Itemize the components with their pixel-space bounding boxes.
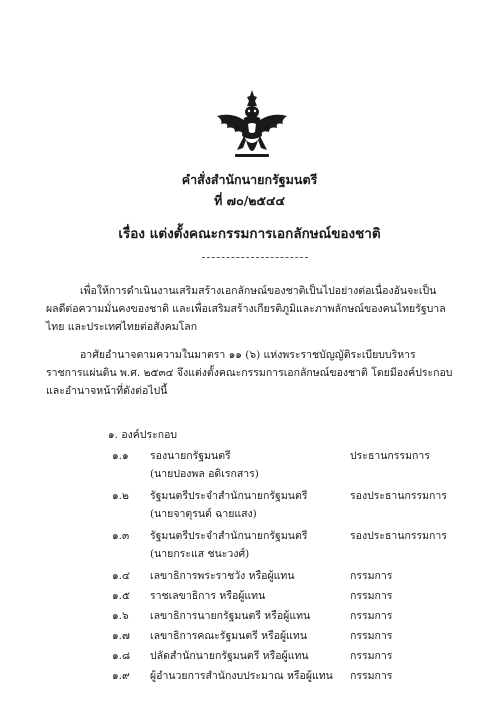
member-number: ๑.๘ xyxy=(112,650,131,662)
member-role: กรรมการ xyxy=(350,590,393,602)
member-role: รองประธานกรรมการ xyxy=(350,490,447,502)
member-name: (นายปองพล อดิเรกสาร) xyxy=(150,468,259,480)
member-number: ๑.๓ xyxy=(112,530,130,542)
paragraph1-line: ผลดีต่อความมั่นคงของชาติ และเพื่อเสริมสร้างเกียรติภูมิและภาพลักษณ์ของคนไทยรัฐบาล xyxy=(46,303,446,315)
member-role: กรรมการ xyxy=(350,650,393,662)
paragraph2-line: ราชการแผ่นดิน พ.ศ. ๒๕๓๔ จึงแต่งตั้งคณะกรรมการเอกลักษณ์ของชาติ โดยมีองค์ประกอบ xyxy=(46,367,453,379)
member-role: กรรมการ xyxy=(350,670,393,682)
order-number: ที่ ๗๐/๒๕๔๔ xyxy=(214,193,285,208)
member-title: รัฐมนตรีประจำสำนักนายกรัฐมนตรี xyxy=(150,530,308,542)
member-number: ๑.๑ xyxy=(112,450,129,462)
member-title: ผู้อำนวยการสำนักงบประมาณ หรือผู้แทน xyxy=(150,670,333,682)
member-number: ๑.๒ xyxy=(112,490,129,502)
member-title: เลขาธิการพระราชวัง หรือผู้แทน xyxy=(150,570,295,582)
garuda-emblem-icon xyxy=(213,88,291,164)
paragraph2-line: และอำนาจหน้าที่ดังต่อไปนี้ xyxy=(46,385,168,397)
member-role: กรรมการ xyxy=(350,610,393,622)
member-role: กรรมการ xyxy=(350,630,393,642)
member-title: เลขาธิการนายกรัฐมนตรี หรือผู้แทน xyxy=(150,610,311,622)
member-role: ประธานกรรมการ xyxy=(350,450,430,462)
member-number: ๑.๙ xyxy=(112,670,130,682)
member-name: (นายจาตุรนต์ ฉายแสง) xyxy=(150,508,257,520)
member-role: รองประธานกรรมการ xyxy=(350,530,447,542)
paragraph2-line: อาศัยอำนาจตามความในมาตรา ๑๑ (๖) แห่งพระราชบัญญัติระเบียบบริหาร xyxy=(80,349,416,361)
paragraph1-line: ไทย และประเทศไทยต่อสังคมโลก xyxy=(46,321,198,333)
member-role: กรรมการ xyxy=(350,570,393,582)
paragraph1-line: เพื่อให้การดำเนินงานเสริมสร้างเอกลักษณ์ของชาติเป็นไปอย่างต่อเนื่องอันจะเป็น xyxy=(80,285,437,297)
section-heading: ๑. องค์ประกอบ xyxy=(108,429,178,441)
order-subject: เรื่อง แต่งตั้งคณะกรรมการเอกลักษณ์ของชาติ xyxy=(118,226,381,242)
member-number: ๑.๖ xyxy=(112,610,129,622)
divider xyxy=(202,257,308,258)
member-number: ๑.๗ xyxy=(112,630,130,642)
member-title: รองนายกรัฐมนตรี xyxy=(150,450,231,462)
member-number: ๑.๕ xyxy=(112,590,130,602)
member-title: ปลัดสำนักนายกรัฐมนตรี หรือผู้แทน xyxy=(150,650,309,662)
member-title: รัฐมนตรีประจำสำนักนายกรัฐมนตรี xyxy=(150,490,308,502)
member-name: (นายกระแส ชนะวงศ์) xyxy=(150,548,250,560)
member-title: ราชเลขาธิการ หรือผู้แทน xyxy=(150,590,266,602)
member-title: เลขาธิการคณะรัฐมนตรี หรือผู้แทน xyxy=(150,630,308,642)
member-number: ๑.๔ xyxy=(112,570,130,582)
order-issuer: คำสั่งสำนักนายกรัฐมนตรี xyxy=(181,172,318,187)
